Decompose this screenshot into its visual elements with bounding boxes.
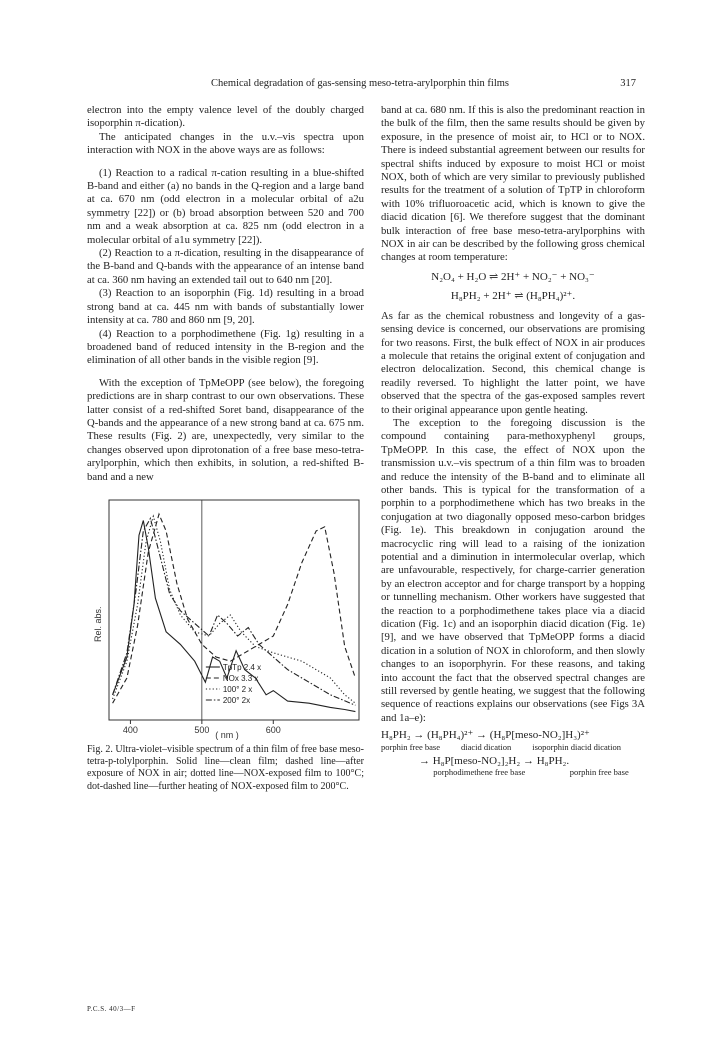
scheme-label: diacid dication	[460, 741, 512, 752]
left-column	[87, 104, 364, 793]
x-axis-label: ( nm )	[215, 729, 239, 740]
paragraph: With the exception of TpMeOPP (see below), the foregoing predictions are in sharp contrast to our own observations. These latter consist of a red-shifted Soret band, disappearance of the Q-bands and the appearance of a new strong band at ca. 675 nm. These results (Fig. 2) are, unexpectedly, very similar to the changes observed upon diprotonation of a free base meso-tetra-arylporphin, which then exhibits, in solution, a red-shifted B-band and a new	[87, 376, 364, 483]
paragraph: The anticipated changes in the u.v.–vis spectra upon interaction with NOX in the above ways are as follows:	[87, 130, 364, 157]
scheme-labels-2	[381, 768, 651, 777]
paragraph: band at ca. 680 nm. If this is also the predominant reaction in the bulk of the film, then the same results should be given by exposure, in the presence of moist air, to HCl or to NOX. There is indeed substantial agreement between our results for spectral shifts induced by exposure to moist HCl or moist NOX, both of which are very similar to previously published results for the treatment of a solution of TpTP in chloroform with 10% trifluoroacetic acid, which is known to give the diacid dication [6]. We therefore suggest that the dominant bulk interaction of free base meso-tetra-arylporphins with NOX in air can be described by the following gross chemical changes at room temperature:	[381, 104, 645, 264]
equation-1: N₂O₄ + H₂O ⇌ 2H⁺ + NO₂⁻ + NO₃⁻	[431, 270, 595, 283]
running-title: Chemical degradation of gas-sensing meso-tetra-arylporphin thin films	[210, 78, 509, 89]
scheme-label: porphin free base	[381, 741, 441, 752]
legend-entry: TpTp 2.4 x	[222, 662, 262, 672]
scheme-label: porphin free base	[569, 767, 629, 778]
paragraph: (3) Reaction to an isoporphin (Fig. 1d) resulting in a broad strong band at ca. 445 nm with bands of substantially lower intensity at ca. 780 and 860 nm [9, 20].	[87, 287, 364, 327]
page-number: 317	[620, 78, 636, 89]
scheme-label: isoporphin diacid dication	[532, 741, 621, 752]
y-axis-label: Rel. abs.	[93, 606, 103, 642]
page-header	[0, 78, 720, 92]
spectrum-chart	[87, 492, 364, 742]
scheme-line-1: H₈PH₂ → (H₈PH₄)²⁺ → (H₈P[meso-NO₂]H₃)²⁺	[381, 729, 590, 742]
paragraph: The exception to the foregoing discussion is the compound containing para-methoxyphenyl groups, TpMeOPP. In this case, the effect of NOX upon the transmission u.v.–vis spectrum of a thin film was to broaden and reduce the intensity of the B-band and to eliminate all other bands. This is typical for the transformation of a porphin to a porphodimethene which has two breaks in the conjugation at two diagonally opposed meso-carbon bridges (Fig. 1e). This breakdown in conjugation around the macrocyclic ring will lead to a raising of the ionization potential and a diminution in intermolecular overlap, which are unfavourable, respectively, for charge-carrier generation by an electron acceptor and for charge transport by a hopping or tunnelling mechanism. Other workers have suggested that the reaction to a porphodimethene takes place via a diacid dication (Fig. 1c) and an isoporphin diacid dication (Fig. 1e) [9], and we have observed that TpMeOPP forms a diacid dication in a solution of NOX in chloroform, and then slowly changes to an isoporphyrin. For these reasons, and taking into account the fact that the observed spectral changes are still reversed by gentle heating, we suggest that the following sequence of reactions explains our observations (see Figs 3A and 1a–e):	[381, 416, 645, 724]
paragraph: (2) Reaction to a π-dication, resulting in the disappearance of the B-band and Q-bands with the appearance of an intense band at ca. 360 nm having an extended tail out to 640 nm [20].	[87, 247, 364, 286]
paragraph: (1) Reaction to a radical π-cation resulting in a blue-shifted B-band and either (a) no bands in the Q-region and a large band at ca. 670 nm (odd electron in a molecular orbital of a2u symmetry [22]) or (b) broad absorption between 520 and 700 nm and a weak absorption at ca. 825 nm (odd electron in a molecular orbital of a1u symmetry [22]).	[87, 166, 364, 246]
paragraph: (4) Reaction to a porphodimethene (Fig. 1g) resulting in a broadened band of reduced intensity in the B-region and the elimination of all other bands in the visible region [9].	[87, 327, 364, 367]
paragraph: electron into the empty valence level of the doubly charged isoporphin π-dication).	[87, 104, 364, 130]
legend-entry: 200° 2x	[222, 695, 251, 705]
right-column	[381, 104, 645, 777]
equation-2: H₈PH₂ + 2H⁺ ⇌ (H₈PH₄)²⁺.	[450, 290, 576, 303]
x-tick-label: 500	[194, 724, 210, 735]
figure-caption: Fig. 2. Ultra-violet–visible spectrum of a thin film of free base meso-tetra-p-tolylporphin. Solid line—clean film; dashed line—after exposure of NOX in air; dotted line—NOX-exposed film to 100°C; dot-dashed line—further heating of NOX-exposed film to 200°C.	[87, 743, 364, 792]
scheme-labels-1	[381, 743, 621, 752]
legend-entry: 100° 2 x	[222, 684, 253, 694]
figure-2	[87, 492, 364, 742]
legend-entry: NOx 3.3 x	[222, 673, 259, 683]
footer-code: P.C.S. 40/3—F	[87, 1005, 136, 1013]
scheme-line-2: → H₈P[meso-NO₂]₂H₂ → H₈PH₂.	[419, 754, 570, 767]
scheme-label: porphodimethene free base	[433, 767, 526, 778]
x-tick-label: 600	[265, 724, 281, 735]
x-tick-label: 400	[122, 724, 138, 735]
paragraph: As far as the chemical robustness and longevity of a gas-sensing device is concerned, our observations are promising for two reasons. First, the bulk effect of NOX in air produces a molecule that retains the original extent of conjugation and electron delocalization. Second, this chemical change is readily reversed. To highlight the latter point, we have observed that the spectra of the gas-exposed samples revert to their original appearance upon gentle heating.	[381, 309, 645, 416]
reaction-scheme	[381, 729, 645, 777]
